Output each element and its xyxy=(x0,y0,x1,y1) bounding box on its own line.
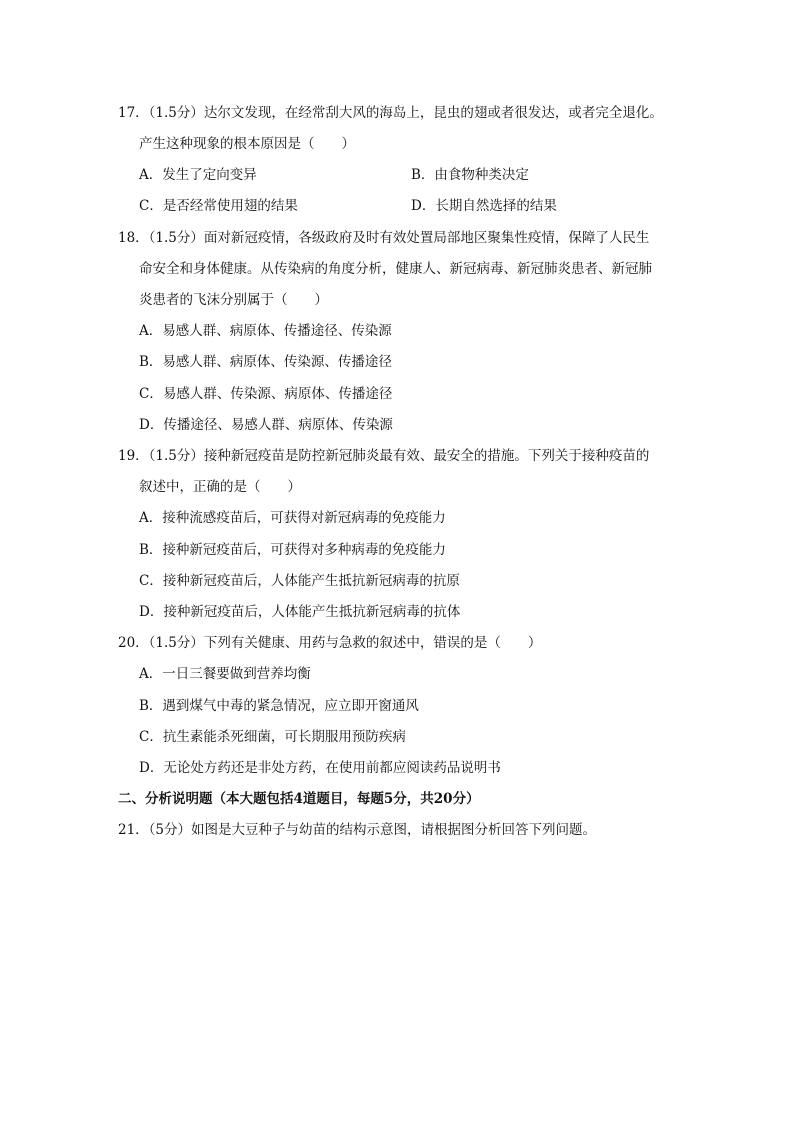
q18-stem-line-1: 18．（1.5分）面对新冠疫情，各级政府及时有效处置局部地区聚集性疫情，保障了人民生 xyxy=(118,230,650,246)
q19-option-b: B．接种新冠疫苗后，可获得对多种病毒的免疫能力 xyxy=(139,542,446,558)
q18-option-b: B．易感人群、病原体、传染源、传播途径 xyxy=(139,354,392,370)
q20-stem-line-1: 20．（1.5分）下列有关健康、用药与急救的叙述中，错误的是（ ） xyxy=(118,635,542,651)
q18-stem-line-3: 炎患者的飞沫分别属于（ ） xyxy=(139,292,328,308)
section-heading: 二、分析说明题（本大题包括4道题目，每题5分，共20分） xyxy=(118,791,480,807)
q19-option-d: D．接种新冠疫苗后，人体能产生抵抗新冠病毒的抗体 xyxy=(139,604,461,620)
q18-option-c: C．易感人群、传染源、病原体、传播途径 xyxy=(139,386,393,402)
q17-option-c: C．是否经常使用翅的结果 xyxy=(139,198,298,214)
q20-option-b: B．遇到煤气中毒的紧急情况，应立即开窗通风 xyxy=(139,698,419,714)
q20-option-a: A．一日三餐要做到营养均衡 xyxy=(139,666,311,682)
q17-stem-line-1: 17．（1.5分）达尔文发现，在经常刮大风的海岛上，昆虫的翅或者很发达，或者完全退化。 xyxy=(118,105,663,121)
q19-option-c: C．接种新冠疫苗后，人体能产生抵抗新冠病毒的抗原 xyxy=(139,573,460,589)
q18-option-d: D．传播途径、易感人群、病原体、传染源 xyxy=(139,417,393,433)
q17-option-b: B．由食物种类决定 xyxy=(411,167,529,183)
q17-stem-line-2: 产生这种现象的根本原因是（ ） xyxy=(139,136,355,152)
q19-stem-line-2: 叙述中，正确的是（ ） xyxy=(139,479,301,495)
q20-option-d: D．无论处方药还是非处方药，在使用前都应阅读药品说明书 xyxy=(139,760,501,776)
q19-option-a: A．接种流感疫苗后，可获得对新冠病毒的免疫能力 xyxy=(139,510,446,526)
q17-option-d: D．长期自然选择的结果 xyxy=(411,198,557,214)
q17-option-a: A．发生了定向变异 xyxy=(139,167,257,183)
q19-stem-line-1: 19．（1.5分）接种新冠疫苗是防控新冠肺炎最有效、最安全的措施。下列关于接种疫苗的 xyxy=(118,448,650,464)
q21-stem-line-1: 21．（5分）如图是大豆种子与幼苗的结构示意图，请根据图分析回答下列问题。 xyxy=(118,822,597,838)
q18-stem-line-2: 命安全和身体健康。从传染病的角度分析，健康人、新冠病毒、新冠肺炎患者、新冠肺 xyxy=(139,261,652,277)
q20-option-c: C．抗生素能杀死细菌，可长期服用预防疾病 xyxy=(139,729,406,745)
q18-option-a: A．易感人群、病原体、传播途径、传染源 xyxy=(139,323,392,339)
